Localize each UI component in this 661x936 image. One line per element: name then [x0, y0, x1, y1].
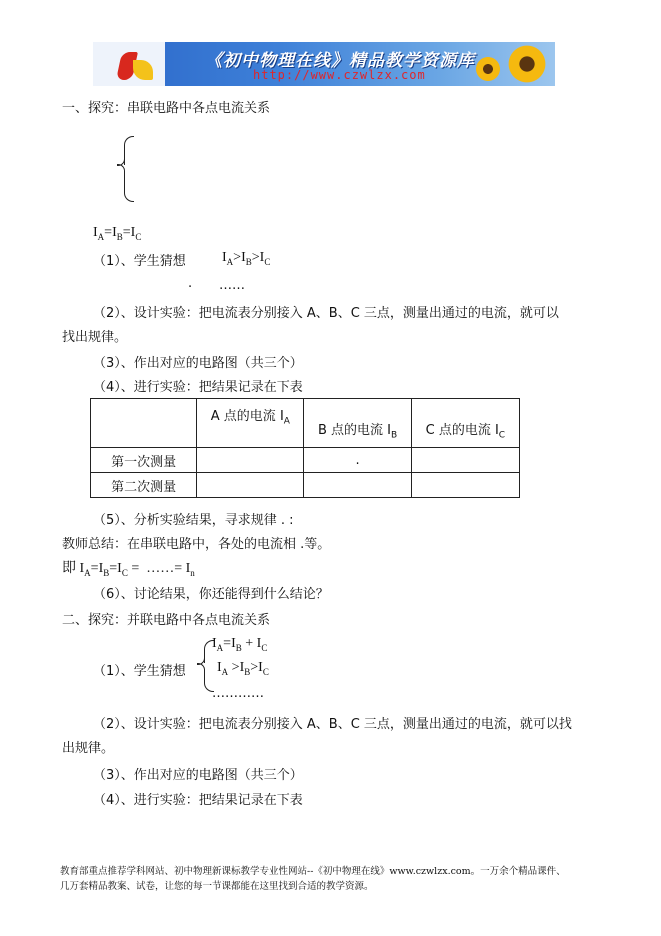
table-cell: [197, 473, 304, 498]
row-label: 第二次测量: [91, 473, 197, 498]
teacher-summary: 教师总结：在串联电路中，各处的电流相 .等。: [62, 537, 331, 552]
dot-mark: .: [188, 276, 193, 291]
table-cell: [197, 448, 304, 473]
table-header-cell: C 点的电流 $I_C$: [411, 399, 519, 448]
table-cell: [411, 473, 519, 498]
table-row: [91, 448, 520, 473]
step1-label-2: （1）、学生猜想: [93, 664, 186, 679]
table-header-cell: [91, 399, 197, 448]
footer-line1: 教育部重点推荐学科网站、初中物理新课标教学专业性网站--《初中物理在线》www.czwlzx.com。一万余个精品课件、: [60, 866, 566, 877]
hypothesis-greater: $I_A>I_B>I_C$: [222, 250, 271, 267]
step2-line2: 找出规律。: [62, 330, 128, 345]
table-cell: [304, 473, 411, 498]
step4: （4）、进行实验：把结果记录在下表: [93, 380, 303, 395]
conclusion-formula: 即 $I_A=I_B=I_C$ = ……= $I_n$: [62, 561, 195, 578]
step2-line2-2: 出规律。: [62, 741, 115, 756]
site-logo: [93, 42, 165, 86]
section2-heading: 二、探究：并联电路中各点电流关系: [62, 613, 271, 628]
footer-line2: 几万套精品教案、试卷，让您的每一节课都能在这里找到合适的教学资源。: [60, 881, 374, 892]
table-header-row: [91, 399, 520, 448]
results-table: [90, 398, 520, 498]
hyp-equal-text: $I_A=I_B=I_C$: [93, 225, 142, 242]
banner-url[interactable]: http://www.czwlzx.com: [253, 68, 426, 82]
banner-title: 《初中物理在线》精品教学资源库: [205, 51, 475, 71]
row-label: 第一次测量: [91, 448, 197, 473]
section1-heading: 一、探究：串联电路中各点电流关系: [62, 101, 271, 116]
step6: （6）、讨论结果，你还能得到什么结论？: [93, 587, 329, 602]
site-banner: [93, 42, 555, 86]
table-row: [91, 473, 520, 498]
page-footer: [60, 864, 566, 894]
step3: （3）、作出对应的电路图（共三个）: [93, 356, 303, 371]
table-header-cell: B 点的电流 $I_B$: [304, 399, 411, 448]
sunflower-icon: [475, 56, 501, 82]
table-header-cell: A 点的电流 $I_A$: [197, 399, 304, 448]
step5: （5）、分析实验结果，寻求规律 . :: [93, 513, 294, 528]
step3-2: （3）、作出对应的电路图（共三个）: [93, 768, 303, 783]
step1-label: （1）、学生猜想: [93, 254, 186, 269]
table-cell: .: [304, 448, 411, 473]
step4-2: （4）、进行实验：把结果记录在下表: [93, 793, 303, 808]
hypothesis-ellipsis-2: …………: [212, 686, 264, 701]
hypothesis-sum: $I_A=I_B + I_C$: [212, 636, 268, 653]
step2-line1: （2）、设计实验：把电流表分别接入 A、B、C 三点，测量出通过的电流，就可以: [93, 306, 559, 321]
hypothesis-equal: [93, 225, 141, 242]
table-cell: [411, 448, 519, 473]
hypothesis-ellipsis: ……: [219, 278, 245, 293]
hypothesis-greater-2: $I_A >I_B>I_C$: [217, 660, 269, 677]
step2-line1-2: （2）、设计实验：把电流表分别接入 A、B、C 三点，测量出通过的电流，就可以找: [93, 717, 572, 732]
sunflower-icon: [507, 44, 547, 84]
